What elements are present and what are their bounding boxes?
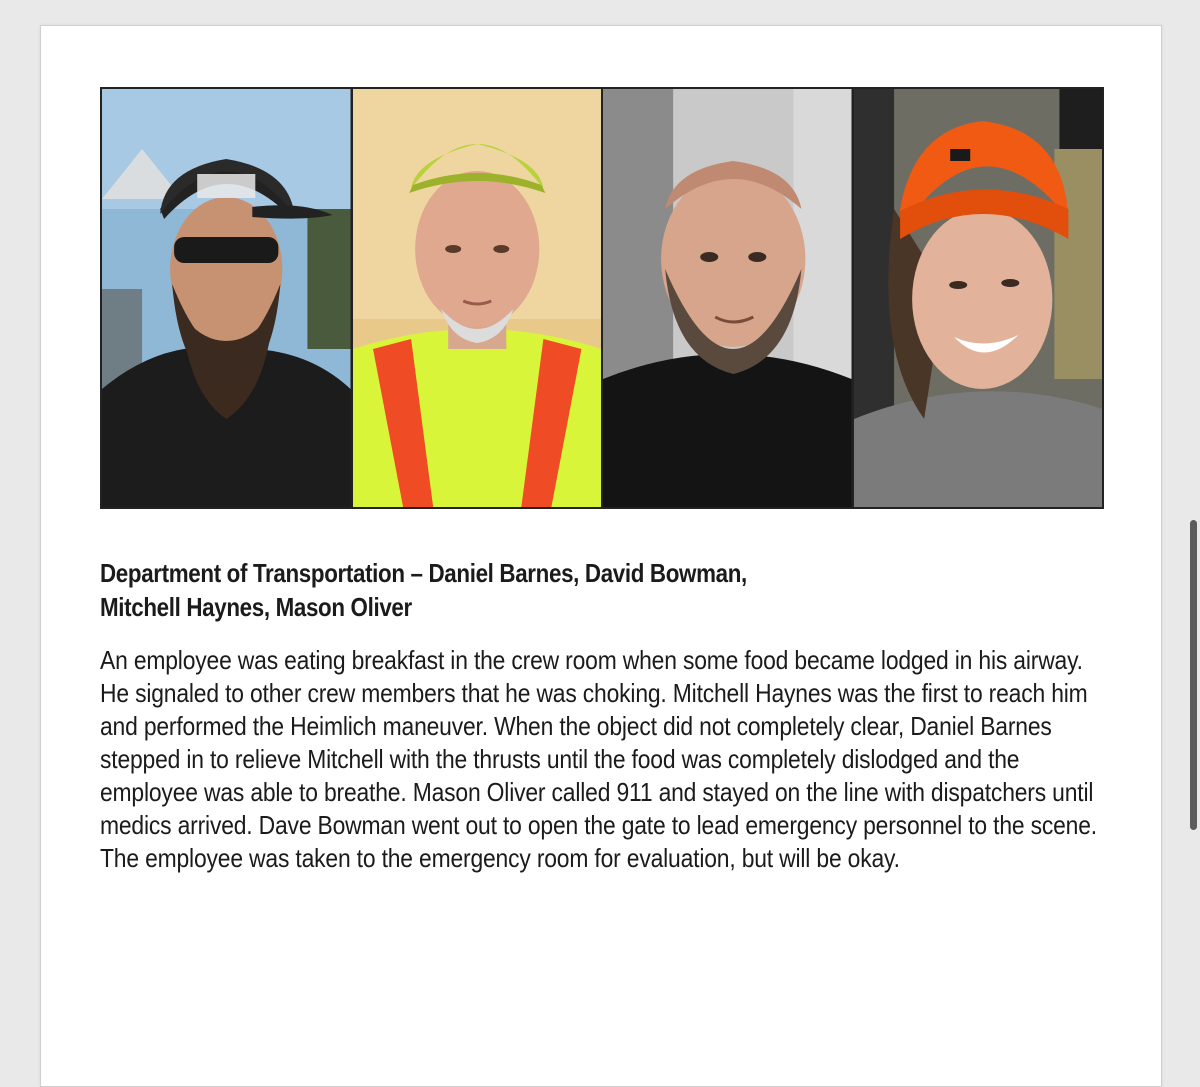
photo-strip: [100, 87, 1104, 509]
portrait-photo-icon: [603, 89, 852, 507]
vertical-scrollbar[interactable]: [1190, 520, 1197, 830]
portrait-photo-4: [852, 89, 1103, 507]
portrait-photo-icon: [102, 89, 351, 507]
document-page: [40, 25, 1162, 1087]
article-body: An employee was eating breakfast in the crew room when some food became lodged in his airway. He signaled to other crew members that he was choking. Mitchell Haynes was the first to reach him and performed the Heimlich maneuver. When the object did not completely clear, Daniel Barnes stepped in to relieve Mitchell with the thrusts until the food was completely dislodged and the employee was able to breathe. Mason Oliver called 911 and stayed on the line with dispatchers until medics arrived. Dave Bowman went out to open the gate to lead emergency personnel to the scene. The employee was taken to the emergency room for evaluation, but will be okay.: [100, 645, 1097, 873]
portrait-photo-icon: [353, 89, 602, 507]
article-heading-line1: Department of Transportation – Daniel Barnes, David Bowman,: [100, 558, 747, 588]
portrait-photo-1: [102, 89, 351, 507]
article-content: [100, 556, 1110, 875]
article-heading: [100, 556, 1106, 624]
article-heading-line2: Mitchell Haynes, Mason Oliver: [100, 592, 412, 622]
portrait-photo-3: [601, 89, 852, 507]
portrait-photo-icon: [854, 89, 1103, 507]
portrait-photo-2: [351, 89, 602, 507]
